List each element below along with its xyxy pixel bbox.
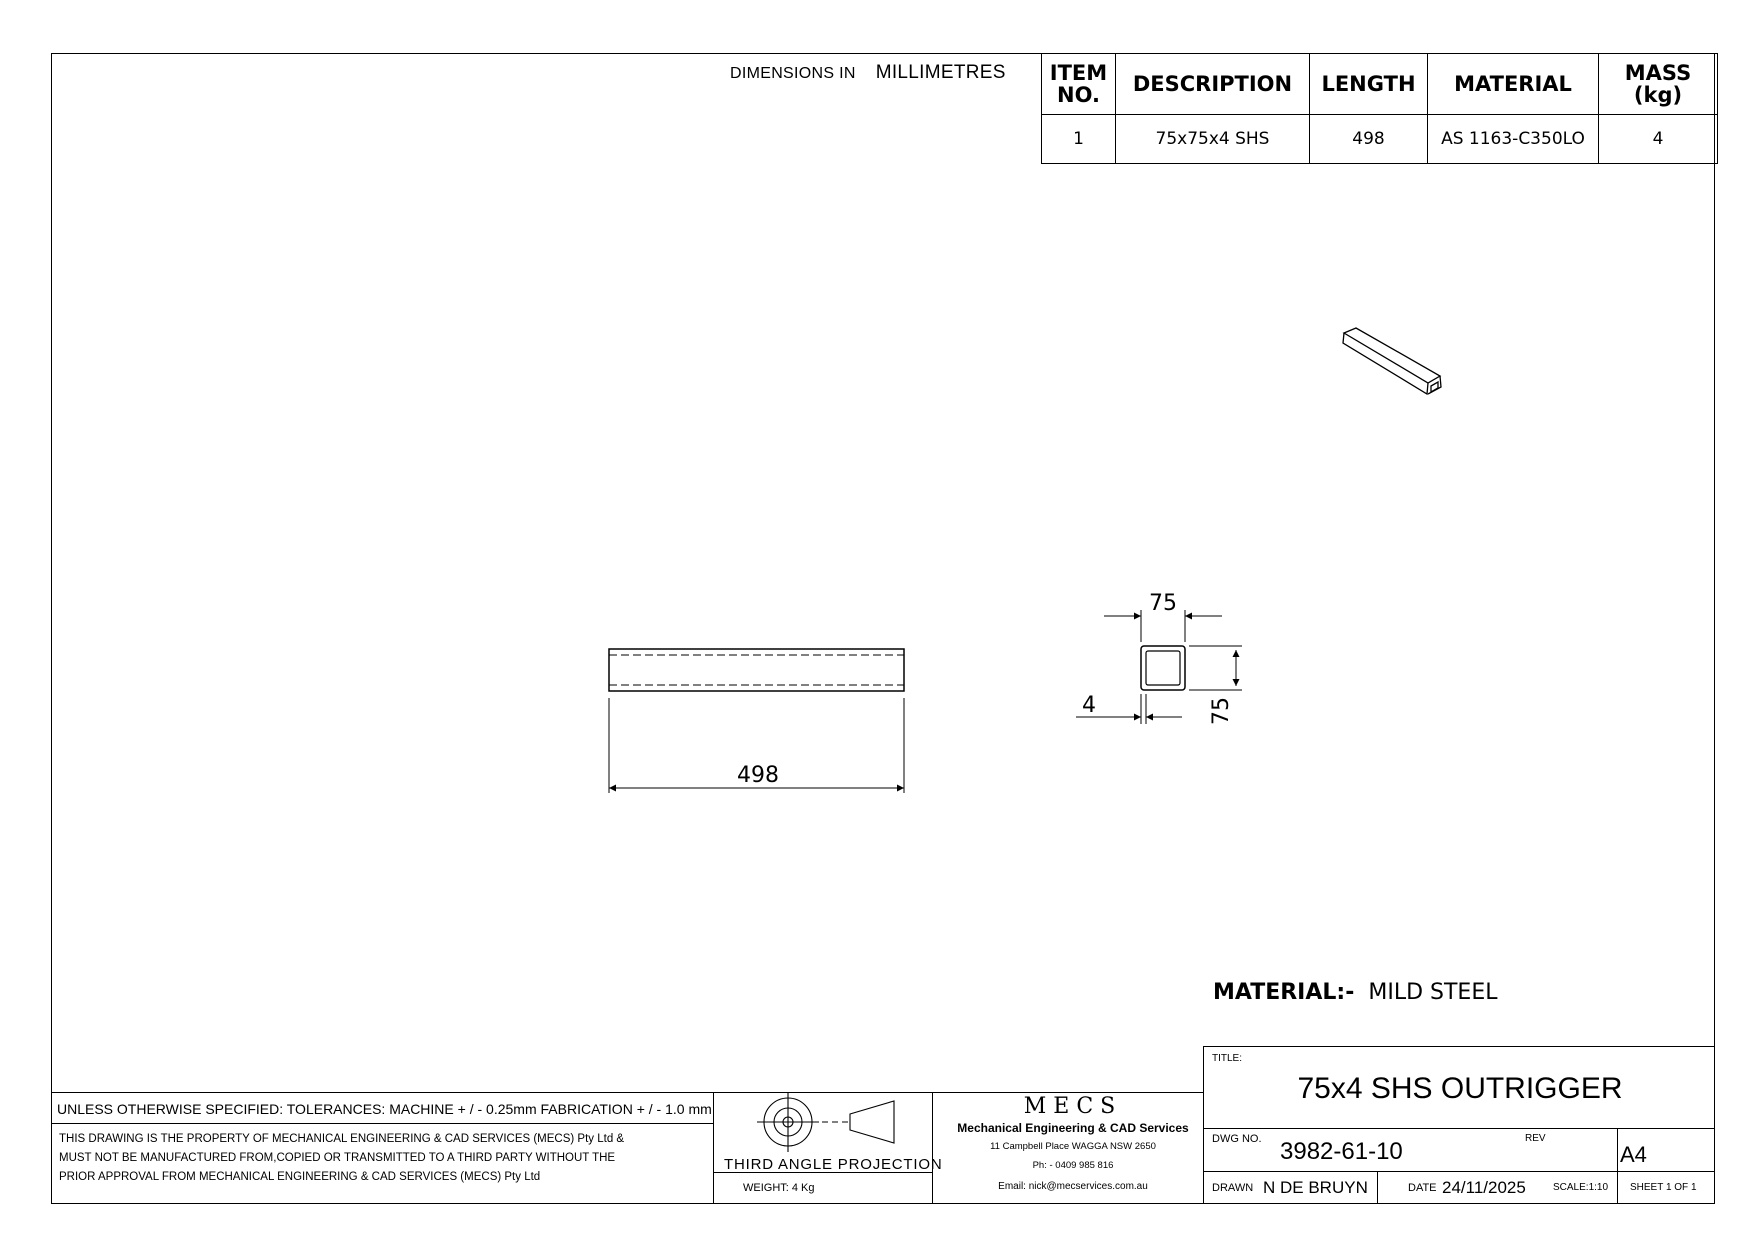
tolerance-note: UNLESS OTHERWISE SPECIFIED: TOLERANCES: MACHINE + / - 0.25mm FABRICATION + / - 1.0 mm xyxy=(57,1101,712,1117)
bom-cell-material: AS 1163-C350LO xyxy=(1428,115,1599,164)
width-dimension: 75 xyxy=(1149,591,1177,616)
revision-label: REV xyxy=(1525,1133,1546,1144)
sheet-number: SHEET 1 OF 1 xyxy=(1630,1182,1697,1193)
property-note xyxy=(59,1130,699,1187)
company-name: Mechanical Engineering & CAD Services xyxy=(957,1121,1189,1135)
property-line: PRIOR APPROVAL FROM MECHANICAL ENGINEERING & CAD SERVICES (MECS) Pty Ltd xyxy=(59,1171,541,1183)
title-label: TITLE: xyxy=(1212,1053,1243,1064)
weight-label: WEIGHT: 4 Kg xyxy=(743,1182,815,1194)
dimensions-units: MILLIMETRES xyxy=(875,62,1006,83)
bom-cell-length: 498 xyxy=(1310,115,1428,164)
dwg-number-label: DWG NO. xyxy=(1212,1133,1262,1145)
bom-header-mass: MASS (kg) xyxy=(1599,54,1718,115)
scale-label: SCALE:1:10 xyxy=(1553,1182,1609,1193)
bom-header-material: MATERIAL xyxy=(1428,54,1599,115)
material-note-value: MILD STEEL xyxy=(1368,980,1498,1005)
company-phone: Ph: - 0409 985 816 xyxy=(1032,1160,1114,1171)
isometric-view xyxy=(1343,328,1441,394)
drawing-title: 75x4 SHS OUTRIGGER xyxy=(1297,1072,1623,1105)
length-dimension: 498 xyxy=(737,763,779,788)
dwg-number: 3982-61-10 xyxy=(1280,1138,1403,1165)
bom-cell-item: 1 xyxy=(1042,115,1116,164)
company-logo: MECS xyxy=(1023,1094,1123,1119)
property-line: MUST NOT BE MANUFACTURED FROM,COPIED OR TRANSMITTED TO A THIRD PARTY WITHOUT THE xyxy=(59,1152,616,1164)
sheet-size: A4 xyxy=(1620,1142,1647,1167)
material-note-label: MATERIAL:- xyxy=(1213,980,1355,1005)
bom-header-length: LENGTH xyxy=(1310,54,1428,115)
company-address: 11 Campbell Place WAGGA NSW 2650 xyxy=(990,1141,1156,1152)
drawing-date: 24/11/2025 xyxy=(1442,1178,1526,1197)
height-dimension: 75 xyxy=(1209,697,1234,725)
bom-cell-mass: 4 xyxy=(1599,115,1718,164)
drawn-label: DRAWN xyxy=(1212,1182,1254,1194)
projection-label: THIRD ANGLE PROJECTION xyxy=(724,1156,943,1173)
drawn-by: N DE BRUYN xyxy=(1263,1178,1368,1197)
dimensions-label: DIMENSIONS IN xyxy=(730,65,856,82)
company-email: Email: nick@mecservices.com.au xyxy=(998,1181,1148,1192)
bom-cell-description: 75x75x4 SHS xyxy=(1116,115,1310,164)
date-label: DATE xyxy=(1408,1182,1437,1194)
wall-dimension: 4 xyxy=(1082,693,1096,718)
property-line: THIS DRAWING IS THE PROPERTY OF MECHANICAL ENGINEERING & CAD SERVICES (MECS) Pty Ltd & xyxy=(59,1133,625,1145)
bom-header-description: DESCRIPTION xyxy=(1116,54,1310,115)
material-note xyxy=(1213,980,1497,1005)
bom-header-item: ITEM NO. xyxy=(1042,54,1116,115)
